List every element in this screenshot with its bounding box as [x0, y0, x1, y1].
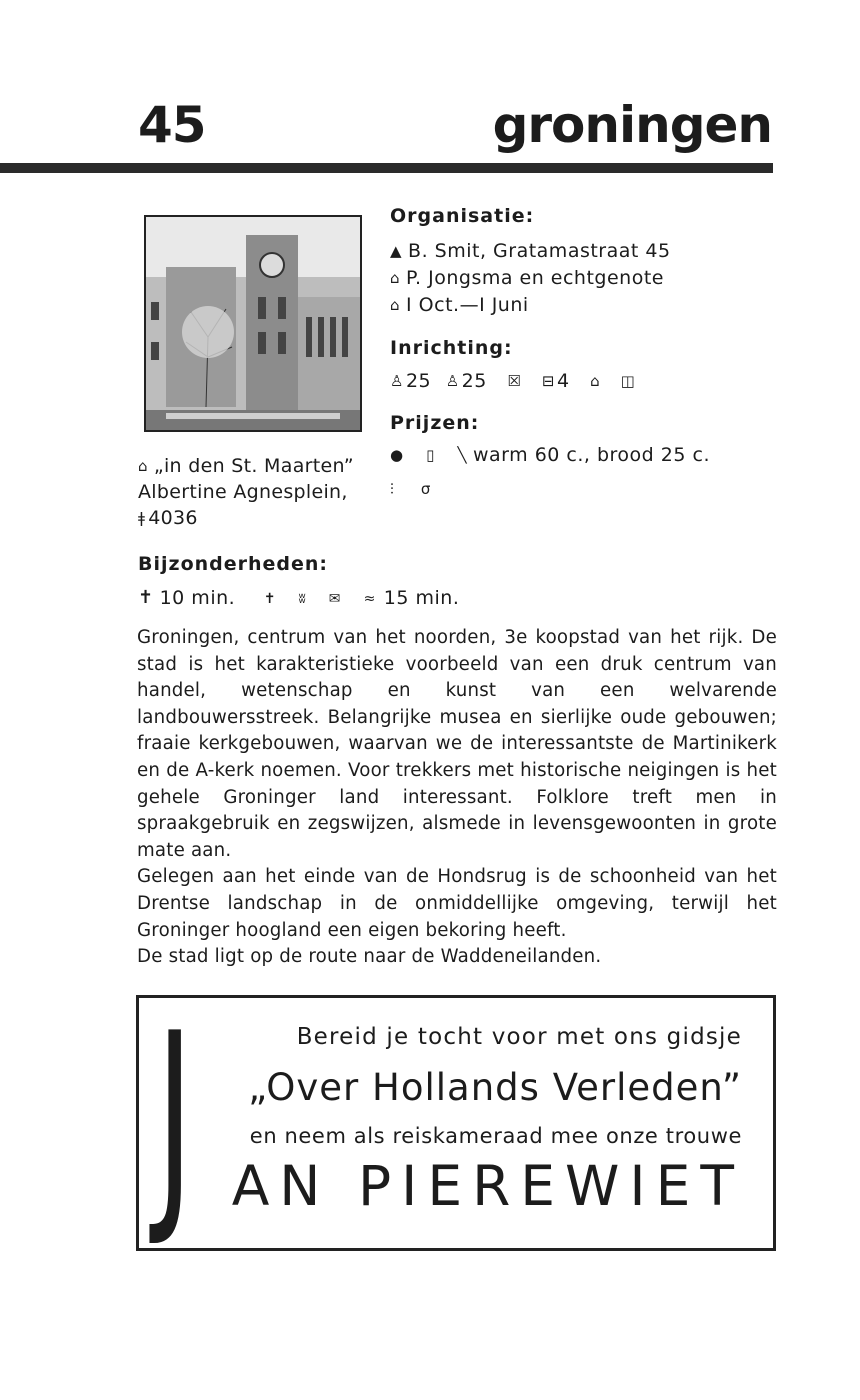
ad-line-1: Bereid je tocht voor met ons gidsje: [296, 1024, 742, 1050]
room-icon: ⊟: [541, 372, 555, 390]
organisatie-line: ▲ B. Smit, Gratamastraat 45: [390, 240, 671, 262]
bottle-icon: ▯: [426, 446, 435, 464]
organisatie-line: ⌂ P. Jongsma en echtgenote: [390, 267, 664, 289]
ad-title: „Over Hollands Verleden”: [248, 1066, 742, 1109]
hostel-phone: ǂ 4036: [138, 507, 198, 529]
paragraph: De stad ligt op de route naar de Waddeneilanden.: [137, 946, 602, 968]
hostel-name: ⌂ „in den St. Maarten”: [138, 455, 354, 477]
cutlery-icon: ⫶: [390, 480, 395, 498]
restaurant-icon: ʬ: [298, 591, 307, 607]
prijzen-line-2: [390, 478, 437, 500]
building-illustration: [146, 217, 360, 430]
bijzonderheden-heading: Bijzonderheden:: [138, 553, 329, 575]
kitchen-icon: ☒: [507, 372, 522, 390]
paragraph: Groningen, centrum van het noorden, 3e koopstad van het rijk. De stad is het karakteristieke voorbeeld van een druk centrum van handel, wetenschap en kunst van een welvarende landbouwersstreek. Belangrijke musea en sierlijke oude gebouwen; fraaie kerkgebouwen, waarvan we de interessantste de Martinikerk en de A-kerk noemen. Voor trekkers met historische neigingen is het gehele Groninger land interessant. Folklore treft men in spraakgebruik en zegswijzen, alsmede in levensgewoonten in grote mate aan.: [137, 627, 777, 861]
calendar-icon: ⌂: [390, 296, 401, 314]
plate-icon: ●: [390, 446, 404, 464]
header-rule: [0, 163, 773, 173]
post-icon: ✉: [328, 591, 342, 607]
prijzen-heading: Prijzen:: [390, 412, 480, 434]
girl-icon: ♙: [445, 372, 460, 390]
warden-icon: ⌂: [390, 269, 401, 287]
bijzonderheden-line: ✝ 10 min. ✝ ʬ ✉ ≈ 15 min.: [138, 587, 460, 609]
description: [137, 625, 777, 971]
ad-initial: J: [156, 985, 194, 1252]
church-icon: ✝: [138, 587, 154, 608]
page-number: 45: [138, 96, 206, 154]
triangle-icon: ▲: [390, 242, 403, 260]
hostel-address: Albertine Agnesplein,: [138, 481, 348, 503]
ad-line-3: en neem als reiskameraad mee onze trouwe: [249, 1124, 742, 1148]
swimming-icon: ≈: [363, 591, 376, 607]
door-icon: ◫: [620, 372, 636, 390]
organisatie-line: ⌂ I Oct.—I Juni: [390, 294, 529, 316]
ad-name: AN PIEREWIET: [231, 1154, 744, 1218]
city-title: groningen: [492, 96, 772, 154]
organisatie-heading: Organisatie:: [390, 205, 535, 227]
hostel-icon: ⌂: [138, 457, 148, 475]
prijzen-line: ● ▯ ╲ warm 60 c., brood 25 c.: [390, 444, 710, 466]
house-icon: ⌂: [590, 372, 601, 390]
knife-icon: ╲: [457, 446, 467, 464]
hostel-photo: [144, 215, 362, 432]
inrichting-heading: Inrichting:: [390, 337, 513, 359]
cup-icon: σ: [420, 480, 431, 498]
inrichting-line: ♙ 25 ♙ 25 ☒ ⊟ 4 ⌂ ◫: [390, 370, 636, 392]
paragraph: Gelegen aan het einde van de Hondsrug is de schoonheid van het Drentse landschap in de onmiddellijke omgeving, terwijl het Groninger hoogland een eigen bekoring heeft.: [137, 866, 777, 941]
phone-icon: ǂ: [138, 509, 146, 527]
boy-icon: ♙: [390, 372, 404, 390]
catholic-church-icon: ✝: [263, 591, 276, 607]
